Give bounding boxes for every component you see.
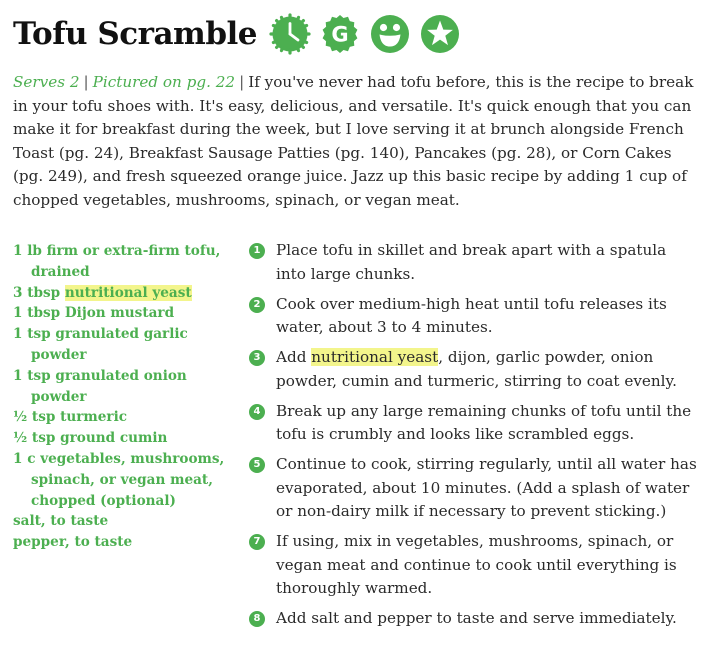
ingredient-item: pepper, to taste — [13, 534, 133, 551]
ingredient-item: 1 tbsp Dijon mustard — [13, 305, 175, 322]
step-text: Add salt and pepper to taste and serve immediately. — [276, 609, 677, 627]
step-item — [249, 239, 699, 286]
step-number-badge: 8 — [249, 611, 265, 627]
gluten-free-icon — [319, 13, 361, 55]
smiley-icon — [369, 13, 411, 55]
ingredient-item: 1 c vegetables, mushrooms, spinach, or vegan meat, chopped (optional) — [13, 450, 225, 509]
pictured-text: Pictured on pg. 22 — [92, 73, 236, 91]
intro-text: If you've never had tofu before, this is the recipe to break in your tofu shoes with. It's easy, delicious, and versatile. It's quick enough that you can make it for breakfast during the week, but I love serving it at brunch alongside French Toast (pg. 24), Breakfast Sausage Patties (pg. 140), Pancakes (pg. 28), or Corn Cakes (pg. 249), and fresh squeezed orange juice. Jazz up this basic recipe by adding 1 cup of chopped vegetables, mushrooms, spinach, or vegan meat. — [13, 73, 694, 209]
step-text: Place tofu in skillet and break apart with a spatula into large chunks. — [276, 241, 667, 283]
gluten-free-letter: G — [331, 22, 349, 47]
ingredient-amount: 3 tbsp — [13, 284, 65, 301]
meta-separator-2: | — [239, 73, 245, 91]
step-number-badge: 2 — [249, 297, 265, 313]
step-text: Cook over medium-high heat until tofu releases its water, about 3 to 4 minutes. — [276, 294, 667, 336]
recipe-intro — [13, 71, 703, 212]
step-item — [249, 453, 699, 524]
ingredient-item: ½ tsp ground cumin — [13, 430, 168, 447]
star-icon — [419, 13, 461, 55]
step-text-pre: Add — [276, 348, 312, 366]
step-item — [249, 293, 699, 340]
serves-text: Serves 2 — [13, 73, 80, 91]
step-item — [249, 607, 699, 631]
step-number-badge: 4 — [249, 404, 265, 420]
step-text: Break up any large remaining chunks of tofu until the tofu is crumbly and looks like scrambled eggs. — [276, 401, 692, 443]
step-text: Continue to cook, stirring regularly, until all water has evaporated, about 10 minutes. (Add a splash of water or non-dairy milk if necessary to prevent sticking.) — [276, 455, 697, 520]
recipe-icons — [269, 13, 461, 55]
ingredient-item: 1 tsp granulated onion powder — [13, 367, 187, 405]
meta-separator: | — [83, 73, 89, 91]
highlighted-ingredient: nutritional yeast — [64, 284, 192, 301]
highlighted-step-text: nutritional yeast — [311, 348, 439, 366]
ingredient-item: salt, to taste — [13, 513, 109, 530]
clock-icon — [269, 13, 311, 55]
step-number-badge: 5 — [249, 457, 265, 473]
ingredient-item: 1 lb firm or extra-firm tofu, drained — [13, 243, 221, 280]
ingredient-item: ½ tsp turmeric — [13, 409, 128, 426]
step-item — [249, 346, 699, 393]
step-number-badge: 7 — [249, 534, 265, 550]
step-text-post: , dijon, garlic powder, onion powder, cumin and turmeric, stirring to coat evenly. — [276, 348, 677, 390]
step-number-badge: 3 — [249, 350, 265, 366]
step-item — [249, 530, 699, 601]
step-list — [249, 239, 699, 637]
ingredient-list — [13, 241, 238, 553]
title-row — [13, 12, 461, 56]
ingredient-item: 1 tsp granulated garlic powder — [13, 326, 188, 363]
step-item — [249, 400, 699, 447]
step-text: If using, mix in vegetables, mushrooms, spinach, or vegan meat and continue to cook until everything is thoroughly warmed. — [276, 532, 677, 597]
recipe-title: Tofu Scramble — [13, 15, 258, 52]
ingredient-item — [13, 283, 238, 304]
step-number-badge: 1 — [249, 243, 265, 259]
